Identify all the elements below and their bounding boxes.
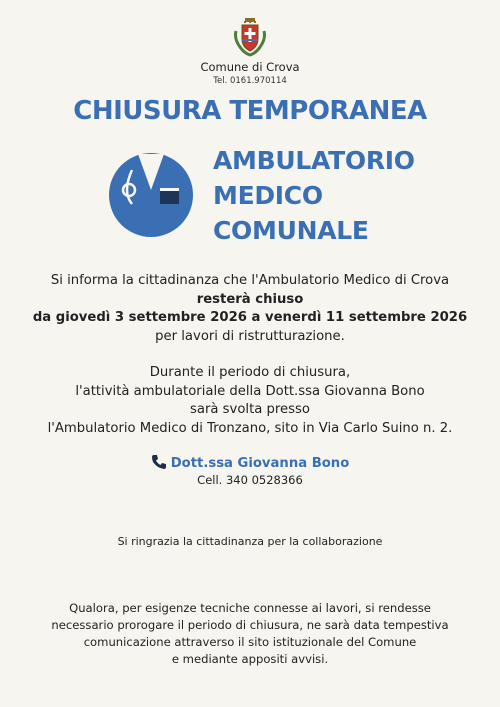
service-title-line-2: MEDICO xyxy=(213,181,323,210)
footer-line-2: necessario prorogare il periodo di chiusura, ne sarà data tempestiva xyxy=(51,618,449,632)
municipality-name: Comune di Crova xyxy=(200,60,300,74)
notice-dates: da giovedì 3 settembre 2026 a venerdì 11 settembre 2026 xyxy=(32,310,468,325)
footer-line-1: Qualora, per esigenze tecniche connesse ai lavori, si rendesse xyxy=(69,601,431,615)
service-title-line-3: COMUNALE xyxy=(213,216,369,245)
footer-line-3: comunicazione attraverso il sito istituzionale del Comune xyxy=(83,635,417,649)
phone-icon xyxy=(151,454,167,470)
relocation-line-1: Durante il periodo di chiusura, xyxy=(149,365,351,380)
contact-cell: Cell. 340 0528366 xyxy=(197,473,303,487)
relocation-line-2: l'attività ambulatoriale della Dott.ssa Giovanna Bono xyxy=(75,383,425,399)
municipality-phone: Tel. 0161.970114 xyxy=(213,76,287,86)
relocation-line-3: sarà svolta presso xyxy=(190,402,310,417)
thanks-note: Si ringrazia la cittadinanza per la collaborazione xyxy=(117,535,383,548)
page-title: CHIUSURA TEMPORANEA xyxy=(73,96,427,126)
doctor-coat-stethoscope-icon xyxy=(108,152,194,238)
contact-block xyxy=(0,454,500,471)
service-title-line-1: AMBULATORIO xyxy=(213,146,415,175)
closure-notice xyxy=(0,272,500,346)
footer-line-4: e mediante appositi avvisi. xyxy=(171,652,329,666)
relocation-notice xyxy=(0,364,500,438)
relocation-line-4: l'Ambulatorio Medico di Tronzano, sito in Via Carlo Suino n. 2. xyxy=(47,420,453,436)
notice-line-2: resterà chiuso xyxy=(196,291,304,307)
service-title xyxy=(213,143,415,248)
footer-notice xyxy=(0,600,500,668)
notice-line-1: Si informa la cittadinanza che l'Ambulatorio Medico di Crova xyxy=(50,273,450,288)
notice-line-4: per lavori di ristrutturazione. xyxy=(155,328,345,344)
contact-name: Dott.ssa Giovanna Bono xyxy=(170,456,350,471)
municipal-crest-icon xyxy=(232,17,268,59)
